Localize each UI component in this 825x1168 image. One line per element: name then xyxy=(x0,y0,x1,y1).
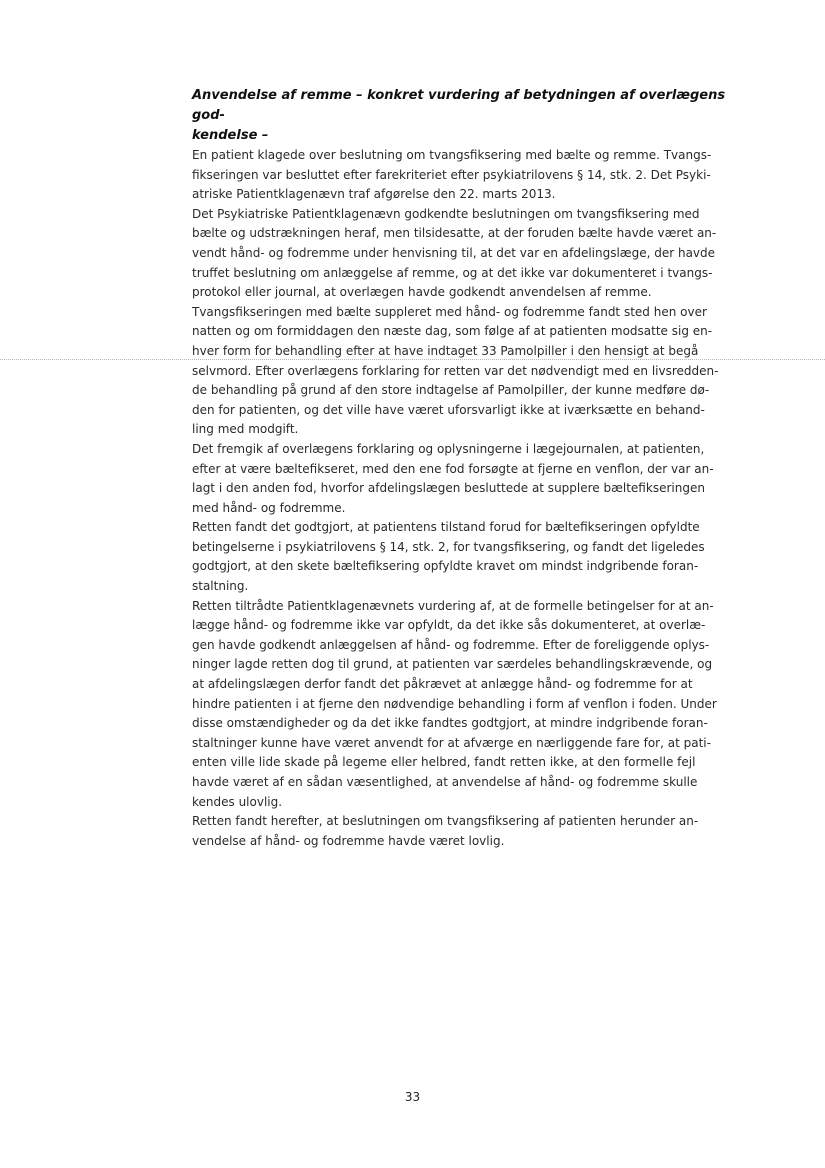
text-line: atriske Patientklagenævn traf afgørelse den 22. marts 2013. xyxy=(192,187,556,202)
text-line: godtgjort, at den skete bæltefiksering opfyldte kravet om mindst indgribende foran- xyxy=(192,559,699,574)
heading-line: Anvendelse af remme – konkret vurdering af betydningen af overlægens god- xyxy=(192,88,726,123)
text-line: lægge hånd- og fodremme ikke var opfyldt, da det ikke sås dokumenteret, at overlæ- xyxy=(192,618,706,633)
text-line: enten ville lide skade på legeme eller helbred, fandt retten ikke, at den formelle fejl xyxy=(192,755,696,770)
text-line: staltninger kunne have været anvendt for at afværge en nærliggende fare for, at pati- xyxy=(192,735,711,750)
text-line: Det fremgik af overlægens forklaring og oplysningerne i lægejournalen, at patienten, xyxy=(192,441,705,456)
text-line: havde været af en sådan væsentlighed, at anvendelse af hånd- og fodremme skulle xyxy=(192,775,698,789)
text-line: ninger lagde retten dog til grund, at patienten var særdeles behandlingskrævende, og xyxy=(192,657,713,672)
heading-line: kendelse – xyxy=(192,128,269,143)
text-line: Retten fandt det godtgjort, at patientens tilstand forud for bæltefikseringen opfyldte xyxy=(192,520,700,535)
text-line: protokol eller journal, at overlægen havde godkendt anvendelsen af remme. xyxy=(192,285,652,300)
text-line: vendt hånd- og fodremme under henvisning til, at det var en afdelingslæge, der havde xyxy=(192,245,716,260)
text-line: lagt i den anden fod, hvorfor afdelingslægen besluttede at supplere bæltefikseringen xyxy=(192,481,705,496)
text-line: disse omstændigheder og da det ikke fandtes godtgjort, at mindre indgribende foran- xyxy=(192,716,708,731)
text-line: betingelserne i psykiatrilovens § 14, stk. 2, for tvangsfiksering, og fandt det ligeledes xyxy=(192,539,705,554)
text-line: bælte og udstrækningen heraf, men tilsidesatte, at der foruden bælte havde været an- xyxy=(192,226,717,241)
body-text xyxy=(192,146,742,851)
text-line: ling med modgift. xyxy=(192,422,299,437)
text-line: fikseringen var besluttet efter farekriteriet efter psykiatrilovens § 14, stk. 2. Det Psyki- xyxy=(192,167,711,182)
text-line: de behandling på grund af den store indtagelse af Pamolpiller, der kunne medføre dø- xyxy=(192,383,710,398)
text-line: truffet beslutning om anlæggelse af remme, og at det ikke var dokumenteret i tvangs- xyxy=(192,265,713,280)
text-line: efter at være bæltefikseret, med den ene fod forsøgte at fjerne en venflon, der var an- xyxy=(192,461,714,476)
text-line: staltning. xyxy=(192,579,249,594)
text-line: Det Psykiatriske Patientklagenævn godkendte beslutningen om tvangsfiksering med xyxy=(192,206,700,221)
page-number: 33 xyxy=(404,1090,421,1104)
text-line: hver form for behandling efter at have indtaget 33 Pamolpiller i den hensigt at begå xyxy=(192,343,699,358)
text-line: Retten tiltrådte Patientklagenævnets vurdering af, at de formelle betingelser for at an- xyxy=(192,598,714,613)
text-line: at afdelingslægen derfor fandt det påkrævet at anlægge hånd- og fodremme for at xyxy=(192,677,693,692)
text-line: vendelse af hånd- og fodremme havde været lovlig. xyxy=(192,833,505,848)
section-heading xyxy=(192,86,742,146)
document-body xyxy=(192,86,742,851)
text-line: natten og om formiddagen den næste dag, som følge af at patienten modsatte sig en- xyxy=(192,324,713,339)
text-line: selvmord. Efter overlægens forklaring for retten var det nødvendigt med en livsredden- xyxy=(192,363,719,378)
text-line: Retten fandt herefter, at beslutningen om tvangsfiksering af patienten herunder an- xyxy=(192,814,699,829)
text-line: den for patienten, og det ville have været uforsvarligt ikke at iværksætte en behand- xyxy=(192,402,705,417)
text-line: med hånd- og fodremme. xyxy=(192,500,346,515)
text-line: kendes ulovlig. xyxy=(192,794,283,809)
text-line: hindre patienten i at fjerne den nødvendige behandling i form af venflon i foden. Under xyxy=(192,696,717,711)
text-line: Tvangsfikseringen med bælte suppleret med hånd- og fodremme fandt sted hen over xyxy=(192,304,707,319)
text-line: gen havde godkendt anlæggelsen af hånd- og fodremme. Efter de foreliggende oplys- xyxy=(192,637,710,652)
text-line: En patient klagede over beslutning om tvangsfiksering med bælte og remme. Tvangs- xyxy=(192,148,712,162)
